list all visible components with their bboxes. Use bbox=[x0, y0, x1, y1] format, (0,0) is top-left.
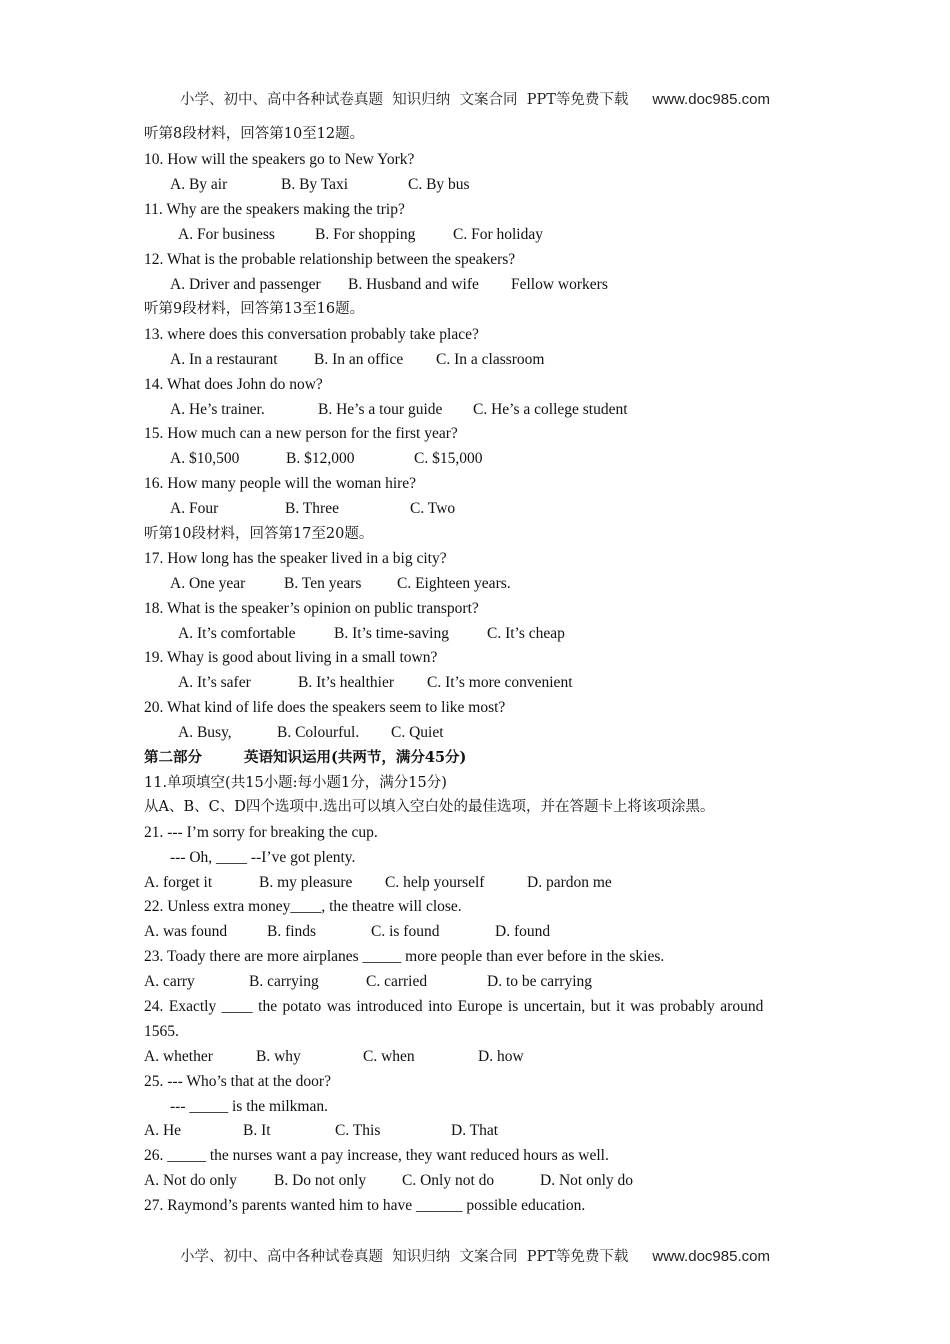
q12-option-b: B. Husband and wife bbox=[348, 276, 479, 293]
section-10-heading: 听第10段材料，回答第17至20题。 bbox=[144, 526, 374, 542]
q16-option-a: A. Four bbox=[170, 500, 219, 517]
q24-option-b: B. why bbox=[256, 1048, 301, 1065]
header-text: 小学、初中、高中各种试卷真题 知识归纳 文案合同 PPT等免费下载 bbox=[180, 92, 629, 108]
q25-option-a: A. He bbox=[144, 1122, 182, 1139]
q23-option-a: A. carry bbox=[144, 973, 195, 990]
question-17: 17. How long has the speaker lived in a big city? bbox=[144, 550, 447, 567]
q18-option-c: C. It’s cheap bbox=[487, 625, 565, 642]
q22-option-b: B. finds bbox=[267, 923, 317, 940]
q21-option-a: A. forget it bbox=[144, 874, 213, 891]
q17-option-c: C. Eighteen years. bbox=[397, 575, 511, 592]
q17-option-a: A. One year bbox=[170, 575, 246, 592]
q22-option-a: A. was found bbox=[144, 923, 228, 940]
question-24-line-2: 1565. bbox=[144, 1023, 179, 1040]
q26-option-c: C. Only not do bbox=[402, 1172, 495, 1189]
q18-option-b: B. It’s time-saving bbox=[334, 625, 449, 642]
q10-option-a: A. By air bbox=[170, 176, 228, 193]
q15-option-a: A. $10,500 bbox=[170, 450, 240, 467]
q19-option-a: A. It’s safer bbox=[178, 674, 251, 691]
footer-text: 小学、初中、高中各种试卷真题 知识归纳 文案合同 PPT等免费下载 bbox=[180, 1249, 629, 1265]
q21-option-b: B. my pleasure bbox=[259, 874, 353, 891]
q18-option-a: A. It’s comfortable bbox=[178, 625, 296, 642]
q26-option-b: B. Do not only bbox=[274, 1172, 367, 1189]
question-25: 25. --- Who’s that at the door? bbox=[144, 1073, 331, 1090]
question-23: 23. Toady there are more airplanes _____ more people than ever before in the skies. bbox=[144, 948, 665, 965]
q10-option-c: C. By bus bbox=[408, 176, 470, 193]
q15-option-b: B. $12,000 bbox=[286, 450, 355, 467]
q26-option-a: A. Not do only bbox=[144, 1172, 237, 1189]
question-10: 10. How will the speakers go to New York? bbox=[144, 151, 415, 168]
q25-option-c: C. This bbox=[335, 1122, 381, 1139]
q25-option-b: B. It bbox=[243, 1122, 271, 1139]
section-1-heading: 11.单项填空(共15小题:每小题1分，满分15分) bbox=[144, 775, 447, 791]
q11-option-b: B. For shopping bbox=[315, 226, 416, 243]
q16-option-c: C. Two bbox=[410, 500, 456, 517]
q11-option-c: C. For holiday bbox=[453, 226, 543, 243]
q14-option-b: B. He’s a tour guide bbox=[318, 401, 443, 418]
q25-option-d: D. That bbox=[451, 1122, 499, 1139]
q20-option-a: A. Busy, bbox=[178, 724, 232, 741]
question-11: 11. Why are the speakers making the trip? bbox=[144, 201, 405, 218]
question-18: 18. What is the speaker’s opinion on public transport? bbox=[144, 600, 479, 617]
q19-option-b: B. It’s healthier bbox=[298, 674, 394, 691]
question-19: 19. Whay is good about living in a small town? bbox=[144, 649, 438, 666]
q14-option-a: A. He’s trainer. bbox=[170, 401, 265, 418]
question-12: 12. What is the probable relationship between the speakers? bbox=[144, 251, 516, 268]
question-22: 22. Unless extra money____, the theatre will close. bbox=[144, 898, 462, 915]
footer-url: www.doc985.com bbox=[652, 1248, 770, 1265]
question-21-line-2: --- Oh, ____ --I’ve got plenty. bbox=[170, 849, 356, 866]
q17-option-b: B. Ten years bbox=[284, 575, 362, 592]
section-8-heading: 听第8段材料，回答第10至12题。 bbox=[144, 126, 365, 142]
page-header bbox=[0, 88, 950, 109]
question-24: 24. Exactly ____ the potato was introduced into Europe is uncertain, but it was probably around bbox=[144, 998, 764, 1015]
q11-option-a: A. For business bbox=[178, 226, 275, 243]
q13-option-b: B. In an office bbox=[314, 351, 404, 368]
question-27: 27. Raymond’s parents wanted him to have ______ possible education. bbox=[144, 1197, 586, 1214]
question-13: 13. where does this conversation probably take place? bbox=[144, 326, 479, 343]
page-footer bbox=[0, 1245, 950, 1266]
q21-option-c: C. help yourself bbox=[385, 874, 485, 891]
q13-option-a: A. In a restaurant bbox=[170, 351, 278, 368]
question-16: 16. How many people will the woman hire? bbox=[144, 475, 417, 492]
q23-option-c: C. carried bbox=[366, 973, 428, 990]
q10-option-b: B. By Taxi bbox=[281, 176, 349, 193]
question-26: 26. _____ the nurses want a pay increase, they want reduced hours as well. bbox=[144, 1147, 609, 1164]
question-20: 20. What kind of life does the speakers seem to like most? bbox=[144, 699, 506, 716]
q23-option-d: D. to be carrying bbox=[487, 973, 593, 990]
question-15: 15. How much can a new person for the first year? bbox=[144, 425, 458, 442]
section-9-heading: 听第9段材料，回答第13至16题。 bbox=[144, 301, 365, 317]
q22-option-d: D. found bbox=[495, 923, 551, 940]
question-21: 21. --- I’m sorry for breaking the cup. bbox=[144, 824, 378, 841]
q21-option-d: D. pardon me bbox=[527, 874, 612, 891]
q20-option-c: C. Quiet bbox=[391, 724, 444, 741]
question-25-line-2: --- _____ is the milkman. bbox=[170, 1098, 328, 1115]
q12-option-c: Fellow workers bbox=[511, 276, 608, 293]
q22-option-c: C. is found bbox=[371, 923, 440, 940]
q24-option-a: A. whether bbox=[144, 1048, 213, 1065]
part-2-title: 英语知识运用(共两节，满分45分) bbox=[244, 749, 467, 766]
header-url: www.doc985.com bbox=[652, 91, 770, 108]
q20-option-b: B. Colourful. bbox=[277, 724, 360, 741]
q24-option-d: D. how bbox=[478, 1048, 524, 1065]
q15-option-c: C. $15,000 bbox=[414, 450, 483, 467]
part-2-label: 第二部分 bbox=[144, 749, 202, 766]
q19-option-c: C. It’s more convenient bbox=[427, 674, 573, 691]
q12-option-a: A. Driver and passenger bbox=[170, 276, 321, 293]
q13-option-c: C. In a classroom bbox=[436, 351, 545, 368]
q23-option-b: B. carrying bbox=[249, 973, 319, 990]
instruction-text: 从A、B、C、D四个选项中.选出可以填入空白处的最佳选项，并在答题卡上将该项涂黑。 bbox=[144, 799, 715, 815]
q26-option-d: D. Not only do bbox=[540, 1172, 633, 1189]
question-14: 14. What does John do now? bbox=[144, 376, 323, 393]
q16-option-b: B. Three bbox=[285, 500, 339, 517]
q14-option-c: C. He’s a college student bbox=[473, 401, 628, 418]
q24-option-c: C. when bbox=[363, 1048, 415, 1065]
